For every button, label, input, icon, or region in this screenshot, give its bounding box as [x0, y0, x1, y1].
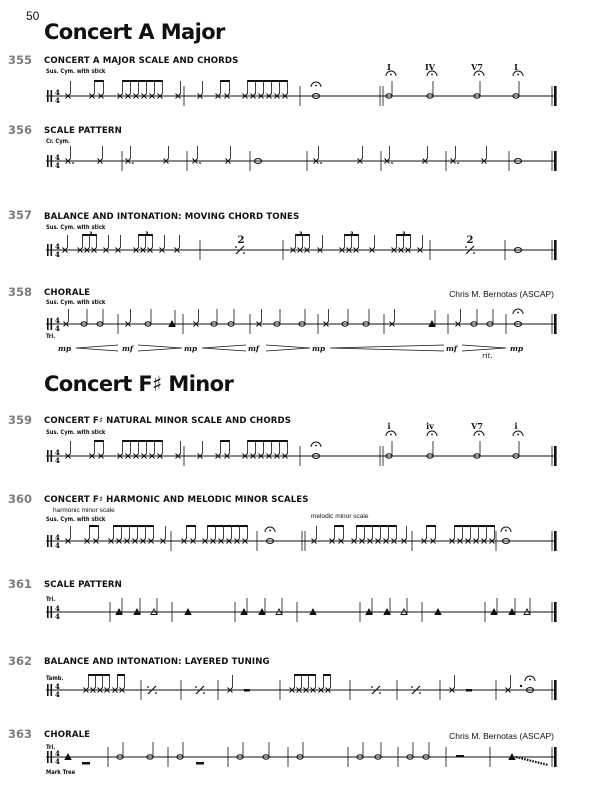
exercise-title: CONCERT F♯ NATURAL MINOR SCALE AND CHORDS: [44, 416, 291, 426]
final-barline-thick: [554, 151, 557, 171]
percussion-clef: [47, 684, 49, 696]
final-barline-thick: [554, 680, 557, 700]
scale-type-label: melodic minor scale: [311, 513, 369, 520]
percussion-clef: [51, 90, 53, 102]
time-signature-bottom: 4: [55, 690, 60, 699]
final-barline-thick: [554, 602, 557, 622]
dynamic-mark: mp: [510, 344, 524, 353]
instrument-label: Cr. Cym.: [46, 139, 71, 145]
beam: [88, 674, 110, 676]
dot: [391, 162, 393, 164]
final-barline-thick: [554, 531, 557, 551]
glissando-line: [516, 757, 548, 765]
half-rest: [466, 689, 472, 692]
repeat-dot: [195, 686, 197, 688]
final-barline-thick: [554, 240, 557, 260]
dot: [320, 162, 322, 164]
exercise-title: SCALE PATTERN: [44, 126, 122, 136]
time-signature-top: 4: [55, 604, 60, 613]
beam: [247, 440, 288, 442]
exercise-title: CHORALE: [44, 730, 91, 740]
time-signature-bottom: 4: [55, 250, 60, 259]
percussion-clef: [47, 155, 49, 167]
exercise-number: 356: [8, 123, 33, 137]
beam: [122, 80, 163, 82]
time-signature-top: 4: [55, 316, 60, 325]
instrument-label: Sus. Cym. with stick: [46, 300, 106, 306]
dot: [72, 162, 74, 164]
instrument-label: Tri.: [46, 745, 56, 751]
beam: [356, 525, 397, 527]
exercise-number: 363: [8, 727, 33, 741]
beam: [396, 234, 411, 236]
ritardando-mark: rit.: [482, 352, 493, 360]
time-signature-top: 4: [55, 749, 60, 758]
repeat-dot: [235, 246, 237, 248]
percussion-clef: [47, 606, 49, 618]
time-signature-top: 4: [55, 682, 60, 691]
staccato-dot: [520, 685, 522, 687]
repeat-dot: [243, 252, 245, 254]
whole-rest: [456, 755, 464, 758]
fermata-dot: [478, 434, 480, 436]
beam: [89, 525, 99, 527]
chord-symbol: V7: [471, 421, 483, 431]
exercise-title: SCALE PATTERN: [44, 580, 122, 590]
repeat-dot: [371, 686, 373, 688]
fermata-dot: [315, 85, 317, 87]
chord-symbol: I: [387, 62, 391, 72]
exercise-title: CONCERT F♯ HARMONIC AND MELODIC MINOR SCALES: [44, 495, 309, 505]
repeat-dot: [155, 692, 157, 694]
time-signature-bottom: 4: [55, 456, 60, 465]
decrescendo-hairpin: [138, 345, 182, 351]
percussion-clef: [51, 318, 53, 330]
fermata-dot: [269, 530, 271, 532]
chord-symbol: iv: [426, 421, 434, 431]
exercise-number: 357: [8, 208, 33, 222]
time-signature-bottom: 4: [55, 96, 60, 105]
crescendo-hairpin: [76, 345, 118, 351]
percussion-clef: [51, 535, 53, 547]
chord-symbol: i: [514, 421, 518, 431]
time-signature-top: 4: [55, 448, 60, 457]
beam: [138, 234, 153, 236]
time-signature-bottom: 4: [55, 757, 60, 766]
instrument-label: Sus. Cym. with stick: [46, 69, 106, 75]
composer-credit: Chris M. Bernotas (ASCAP): [449, 289, 554, 299]
percussion-clef: [51, 244, 53, 256]
beam: [113, 525, 154, 527]
multirest-count: 2: [237, 235, 245, 246]
percussion-clef: [51, 684, 53, 696]
time-signature-top: 4: [55, 88, 60, 97]
exercise-title: BALANCE AND INTONATION: MOVING CHORD TONES: [44, 212, 300, 222]
dynamic-mark: mp: [312, 344, 326, 353]
scale-type-label: harmonic minor scale: [53, 507, 115, 514]
instrument-label: Sus. Cym. with stick: [46, 517, 106, 523]
multirest-count: 2: [466, 235, 474, 246]
percussion-clef: [51, 751, 53, 763]
instrument-label: Sus. Cym. with stick: [46, 225, 106, 231]
exercise-number: 355: [8, 53, 33, 67]
chord-symbol: I: [514, 62, 518, 72]
percussion-clef: [51, 155, 53, 167]
beam: [220, 80, 230, 82]
exercise-number: 361: [8, 577, 33, 591]
exercise-title: CHORALE: [44, 288, 91, 298]
time-signature-top: 4: [55, 242, 60, 251]
time-signature-top: 4: [55, 153, 60, 162]
beam: [94, 80, 104, 82]
percussion-clef: [47, 535, 49, 547]
repeat-dot: [473, 252, 475, 254]
dot: [457, 162, 459, 164]
beam: [294, 674, 316, 676]
dynamic-mark: mp: [184, 344, 198, 353]
decrescendo-hairpin: [462, 345, 506, 351]
beam: [220, 440, 230, 442]
beam: [334, 525, 344, 527]
fermata-dot: [517, 312, 519, 314]
crescendo-hairpin: [202, 345, 246, 351]
beam: [122, 440, 163, 442]
exercise-title: BALANCE AND INTONATION: LAYERED TUNING: [44, 657, 270, 667]
fermata-dot: [478, 74, 480, 76]
beam: [454, 525, 495, 527]
instrument-label: Tri.: [46, 597, 56, 603]
fermata-dot: [431, 74, 433, 76]
dynamic-mark: mp: [58, 344, 72, 353]
half-rest: [244, 689, 250, 692]
percussion-clef: [47, 318, 49, 330]
time-signature-bottom: 4: [55, 612, 60, 621]
repeat-dot: [379, 692, 381, 694]
final-barline-thick: [554, 314, 557, 334]
instrument-label: Tamb.: [46, 676, 64, 682]
fermata-dot: [315, 445, 317, 447]
final-barline-thick: [554, 86, 557, 106]
beam: [207, 525, 248, 527]
section-title-f-sharp-minor: Concert F♯ Minor: [44, 372, 234, 396]
fermata-dot: [505, 530, 507, 532]
time-signature-bottom: 4: [55, 324, 60, 333]
repeat-dot: [147, 686, 149, 688]
beam: [94, 440, 104, 442]
page-number: 50: [26, 9, 40, 23]
exercise-title: CONCERT A MAJOR SCALE AND CHORDS: [44, 56, 239, 66]
beam: [247, 80, 288, 82]
fermata-dot: [517, 74, 519, 76]
time-signature-bottom: 4: [55, 161, 60, 170]
dot: [199, 162, 201, 164]
beam: [344, 234, 359, 236]
time-signature-top: 4: [55, 533, 60, 542]
beam: [323, 674, 331, 676]
exercise-number: 359: [8, 413, 33, 427]
chord-symbol: V7: [471, 62, 483, 72]
percussion-clef: [51, 606, 53, 618]
exercise-number: 360: [8, 492, 33, 506]
percussion-clef: [47, 90, 49, 102]
final-barline-thick: [554, 747, 557, 767]
dynamic-mark: mf: [248, 344, 260, 353]
half-rest: [196, 762, 204, 765]
repeat-dot: [411, 686, 413, 688]
repeat-dot: [419, 692, 421, 694]
beam: [426, 525, 436, 527]
fermata-dot: [431, 434, 433, 436]
chord-symbol: i: [387, 421, 391, 431]
beam: [186, 525, 196, 527]
dot: [132, 162, 134, 164]
percussion-clef: [47, 244, 49, 256]
beam: [82, 234, 97, 236]
dynamic-mark: mf: [446, 344, 458, 353]
section-title-a-major: Concert A Major: [44, 20, 225, 44]
fermata-dot: [529, 679, 531, 681]
decrescendo-hairpin: [266, 345, 310, 351]
exercise-number: 358: [8, 285, 33, 299]
instrument-label-low: Mark Tree: [46, 770, 76, 776]
percussion-clef: [47, 751, 49, 763]
fermata-dot: [517, 434, 519, 436]
beam: [295, 234, 310, 236]
half-rest: [82, 762, 90, 765]
chord-symbol: IV: [425, 62, 435, 72]
repeat-dot: [465, 246, 467, 248]
final-barline-thick: [554, 446, 557, 466]
instrument-label-low: Tri.: [46, 334, 56, 340]
composer-credit: Chris M. Bernotas (ASCAP): [449, 731, 554, 741]
instrument-label: Sus. Cym. with stick: [46, 430, 106, 436]
fermata-dot: [390, 74, 392, 76]
repeat-dot: [203, 692, 205, 694]
dynamic-mark: mf: [122, 344, 134, 353]
time-signature-bottom: 4: [55, 541, 60, 550]
percussion-clef: [51, 450, 53, 462]
crescendo-hairpin: [330, 345, 444, 351]
fermata-dot: [390, 434, 392, 436]
beam: [117, 674, 125, 676]
exercise-number: 362: [8, 654, 33, 668]
percussion-clef: [47, 450, 49, 462]
